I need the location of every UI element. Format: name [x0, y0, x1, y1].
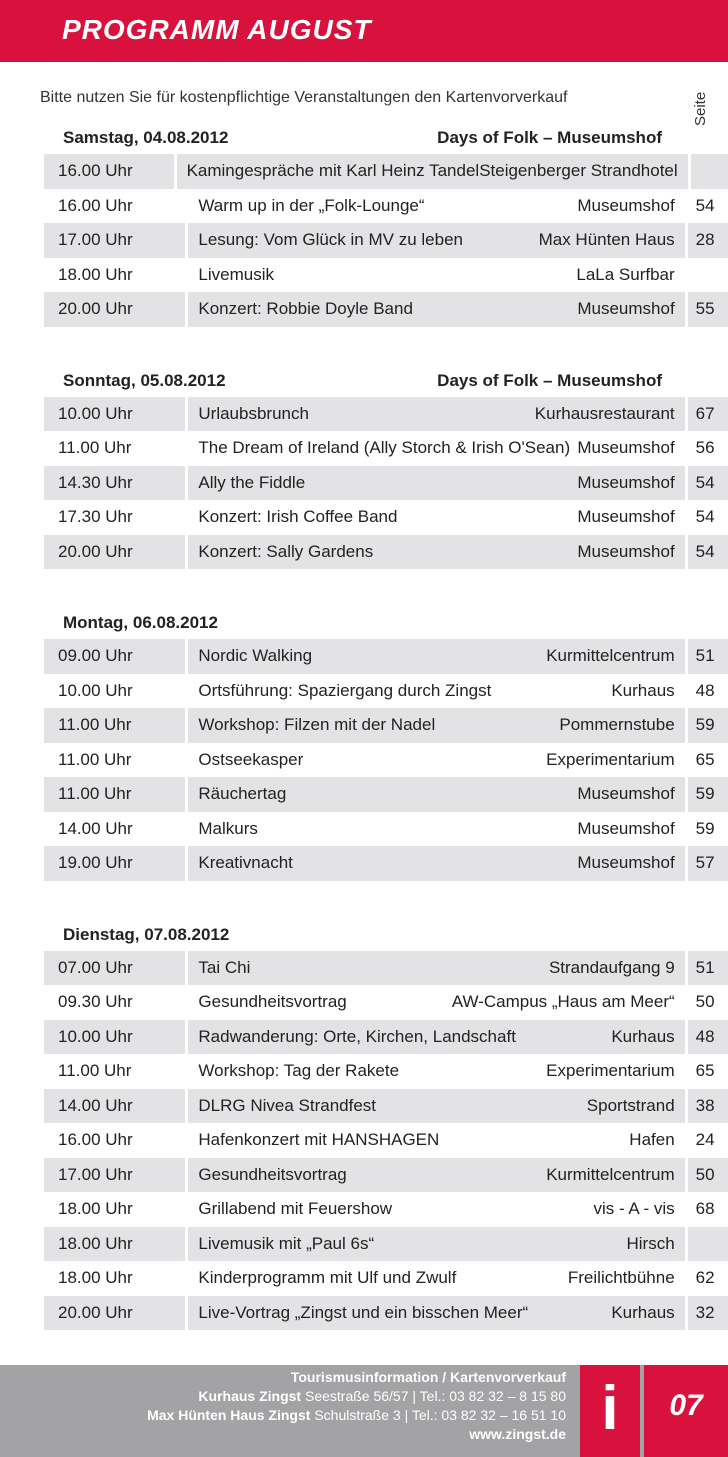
- event-row: [0, 812, 728, 847]
- event-row: [0, 743, 728, 778]
- event-time: 10.00 Uhr: [58, 680, 133, 700]
- event-time: 18.00 Uhr: [58, 264, 133, 284]
- event-info: [188, 1123, 684, 1158]
- day-header: [0, 363, 728, 397]
- event-title: Räuchertag: [198, 784, 287, 803]
- event-info: [188, 708, 684, 743]
- event-location: Museumshof: [577, 195, 675, 215]
- event-row: [0, 154, 728, 189]
- event-info: [188, 189, 684, 224]
- event-page: 56: [695, 438, 715, 457]
- event-info: [177, 154, 688, 189]
- event-location: Experimentarium: [546, 1061, 675, 1080]
- event-location: Hafen: [629, 1130, 675, 1149]
- event-time: 11.00 Uhr: [58, 438, 132, 457]
- event-info: [188, 466, 684, 501]
- event-info: [188, 1227, 684, 1262]
- event-row: [0, 397, 728, 432]
- event-time: 09.00 Uhr: [44, 639, 185, 674]
- event-location: Steigenberger Strandhotel: [479, 161, 678, 180]
- event-title: Gesundheitsvortrag: [198, 1164, 347, 1184]
- event-title: Livemusik mit „Paul 6s“: [198, 1233, 375, 1253]
- page-number-box: [644, 1365, 728, 1457]
- ticket-notice: Bitte nutzen Sie für kostenpflichtige Veranstaltungen den Kartenvorverkauf: [40, 89, 568, 106]
- event-row: [0, 1192, 728, 1227]
- event-info: [188, 431, 684, 466]
- event-page: 54: [688, 535, 728, 570]
- event-page: 55: [688, 292, 728, 327]
- event-title: Workshop: Tag der Rakete: [198, 1061, 400, 1080]
- event-row: [0, 639, 728, 674]
- schedule: [0, 120, 728, 1366]
- event-page: 62: [695, 1268, 715, 1287]
- event-time: 18.00 Uhr: [44, 1227, 185, 1262]
- footer-kurhaus-details: Seestraße 56/57 | Tel.: 03 82 32 – 8 15 80: [304, 1388, 566, 1404]
- event-info: [188, 743, 684, 778]
- event-title: Kinderprogramm mit Ulf und Zwulf: [198, 1268, 457, 1287]
- event-time: 18.00 Uhr: [58, 1268, 133, 1287]
- page-number: 07: [669, 1389, 703, 1422]
- event-page: 38: [688, 1089, 728, 1124]
- event-location: Museumshof: [577, 299, 675, 318]
- day-theme: Days of Folk – Museumshof: [437, 128, 662, 147]
- event-info: [188, 500, 684, 535]
- event-title: Live-Vortrag „Zingst und ein bisschen Meer“: [198, 1302, 529, 1322]
- event-location: Kurhaus: [611, 1302, 675, 1322]
- day-date: Sonntag, 05.08.2012: [63, 370, 226, 390]
- event-location: AW-Campus „Haus am Meer“: [451, 992, 675, 1011]
- day-block: [0, 917, 728, 1331]
- event-title: Ostseekasper: [198, 749, 304, 769]
- event-time: 18.00 Uhr: [58, 1199, 133, 1218]
- event-page: 54: [695, 195, 715, 215]
- event-title: Workshop: Filzen mit der Nadel: [198, 715, 436, 734]
- event-row: [0, 292, 728, 327]
- event-row: [0, 708, 728, 743]
- event-location: Kurhausrestaurant: [534, 403, 675, 423]
- event-time: 10.00 Uhr: [44, 397, 185, 432]
- event-title: Grillabend mit Feuershow: [198, 1199, 393, 1218]
- day-block: [0, 363, 728, 570]
- event-time: 17.00 Uhr: [44, 1158, 185, 1193]
- event-page: 50: [688, 1158, 728, 1193]
- event-location: Museumshof: [577, 818, 675, 838]
- event-title: The Dream of Ireland (Ally Storch & Irish O'Sean): [198, 438, 571, 457]
- event-title: Livemusik: [198, 264, 274, 284]
- event-time: 19.00 Uhr: [44, 846, 185, 881]
- event-title: Malkurs: [198, 818, 258, 838]
- event-time: 14.00 Uhr: [44, 1089, 185, 1124]
- event-page: [688, 258, 728, 293]
- event-location: Museumshof: [577, 853, 675, 872]
- event-info: [188, 639, 684, 674]
- seite-label: Seite: [692, 91, 709, 126]
- footer-kurhaus-name: Kurhaus Zingst: [198, 1388, 302, 1404]
- event-time: 10.00 Uhr: [44, 1020, 185, 1055]
- event-location: Museumshof: [577, 784, 675, 803]
- event-page: [688, 1227, 728, 1262]
- event-title: Kamingespräche mit Karl Heinz Tandel: [186, 161, 480, 180]
- event-time: 11.00 Uhr: [58, 749, 132, 769]
- footer-website[interactable]: www.zingst.de: [469, 1426, 566, 1442]
- event-location: Museumshof: [577, 438, 675, 457]
- footer-contact: [147, 1368, 566, 1444]
- event-page: 48: [695, 680, 715, 700]
- event-title: Gesundheitsvortrag: [198, 992, 347, 1011]
- event-info: [188, 1020, 684, 1055]
- event-title: Radwanderung: Orte, Kirchen, Landschaft: [198, 1026, 516, 1046]
- event-title: Konzert: Sally Gardens: [198, 541, 374, 561]
- event-page: 65: [695, 749, 715, 769]
- event-info: [188, 292, 684, 327]
- event-page: 59: [695, 818, 715, 838]
- event-title: Ortsführung: Spaziergang durch Zingst: [198, 680, 492, 700]
- event-location: Sportstrand: [586, 1095, 675, 1115]
- event-page: 65: [695, 1061, 715, 1080]
- event-page: 57: [688, 846, 728, 881]
- footer-huenten-details: Schulstraße 3 | Tel.: 03 82 32 – 16 51 10: [314, 1407, 566, 1423]
- event-row: [0, 1296, 728, 1331]
- event-info: [188, 985, 684, 1020]
- event-time: 20.00 Uhr: [44, 292, 185, 327]
- event-row: [0, 1261, 728, 1296]
- event-page: 28: [688, 223, 728, 258]
- day-date: Samstag, 04.08.2012: [63, 128, 229, 147]
- event-location: Experimentarium: [546, 749, 675, 769]
- event-row: [0, 431, 728, 466]
- event-title: Ally the Fiddle: [198, 472, 306, 492]
- event-row: [0, 1089, 728, 1124]
- info-icon: i: [601, 1374, 619, 1443]
- event-page: 67: [688, 397, 728, 432]
- event-row: [0, 1020, 728, 1055]
- event-row: [0, 1158, 728, 1193]
- footer-huenten-name: Max Hünten Haus Zingst: [147, 1407, 311, 1423]
- event-row: [0, 674, 728, 709]
- event-info: [188, 777, 684, 812]
- day-header: [0, 120, 728, 154]
- event-time: 20.00 Uhr: [44, 535, 185, 570]
- event-info: [188, 1089, 684, 1124]
- event-info: [188, 258, 684, 293]
- event-title: Lesung: Vom Glück in MV zu leben: [198, 230, 463, 249]
- event-time: 11.00 Uhr: [44, 777, 185, 812]
- day-header: [0, 917, 728, 951]
- event-title: Konzert: Irish Coffee Band: [198, 507, 398, 526]
- event-row: [0, 500, 728, 535]
- event-location: Kurhaus: [611, 1026, 675, 1046]
- event-row: [0, 1123, 728, 1158]
- event-page: 32: [688, 1296, 728, 1331]
- event-title: DLRG Nivea Strandfest: [198, 1095, 377, 1115]
- event-info: [188, 1261, 684, 1296]
- event-info: [188, 812, 684, 847]
- event-title: Nordic Walking: [198, 646, 313, 665]
- event-location: Pommernstube: [559, 715, 675, 734]
- event-title: Konzert: Robbie Doyle Band: [198, 299, 413, 318]
- event-info: [188, 397, 684, 432]
- event-row: [0, 535, 728, 570]
- event-time: 17.00 Uhr: [44, 223, 185, 258]
- event-time: 16.00 Uhr: [58, 195, 133, 215]
- event-title: Hafenkonzert mit HANSHAGEN: [198, 1130, 440, 1149]
- day-date: Dienstag, 07.08.2012: [63, 924, 230, 944]
- event-time: 11.00 Uhr: [58, 1061, 132, 1080]
- day-date: Montag, 06.08.2012: [63, 613, 218, 632]
- event-location: Freilichtbühne: [567, 1268, 675, 1287]
- event-page: 24: [695, 1130, 715, 1149]
- event-info: [188, 1192, 684, 1227]
- day-header: [0, 605, 728, 639]
- event-row: [0, 189, 728, 224]
- event-info: [188, 223, 684, 258]
- event-info: [188, 1054, 684, 1089]
- event-row: [0, 777, 728, 812]
- info-badge: [580, 1365, 640, 1457]
- event-location: vis - A - vis: [593, 1199, 675, 1218]
- page-header: [0, 0, 728, 62]
- event-time: 17.30 Uhr: [58, 507, 133, 526]
- event-time: 16.00 Uhr: [58, 1130, 133, 1149]
- event-location: Museumshof: [577, 541, 675, 561]
- event-location: Museumshof: [577, 507, 675, 526]
- event-location: Museumshof: [577, 472, 675, 492]
- event-page: 50: [695, 992, 715, 1011]
- event-location: Max Hünten Haus: [538, 230, 675, 249]
- event-row: [0, 951, 728, 986]
- event-info: [188, 535, 684, 570]
- event-row: [0, 466, 728, 501]
- day-theme: Days of Folk – Museumshof: [437, 370, 662, 390]
- event-time: 14.30 Uhr: [44, 466, 185, 501]
- event-time: 09.30 Uhr: [58, 992, 133, 1011]
- event-info: [188, 951, 684, 986]
- event-time: 20.00 Uhr: [44, 1296, 185, 1331]
- event-time: 11.00 Uhr: [44, 708, 185, 743]
- event-time: 07.00 Uhr: [44, 951, 185, 986]
- day-block: [0, 605, 728, 881]
- event-page: [691, 154, 728, 189]
- event-row: [0, 1227, 728, 1262]
- event-page: 54: [695, 507, 715, 526]
- event-title: Urlaubsbrunch: [198, 403, 309, 423]
- event-location: Kurmittelcentrum: [546, 1164, 675, 1184]
- event-info: [188, 846, 684, 881]
- event-info: [188, 1296, 684, 1331]
- event-page: 59: [688, 777, 728, 812]
- event-page: 54: [688, 466, 728, 501]
- event-title: Warm up in der „Folk-Lounge“: [198, 195, 425, 215]
- event-page: 51: [688, 639, 728, 674]
- event-time: 16.00 Uhr: [44, 154, 174, 189]
- event-title: Tai Chi: [198, 957, 251, 977]
- event-page: 48: [688, 1020, 728, 1055]
- footer-line1: Tourismusinformation / Kartenvorverkauf: [290, 1369, 566, 1385]
- event-row: [0, 846, 728, 881]
- event-location: Hirsch: [626, 1233, 675, 1253]
- event-title: Kreativnacht: [198, 853, 293, 872]
- event-location: Strandaufgang 9: [548, 957, 675, 977]
- event-row: [0, 223, 728, 258]
- page-title: PROGRAMM AUGUST: [62, 14, 372, 45]
- event-time: 14.00 Uhr: [58, 818, 133, 838]
- event-info: [188, 1158, 684, 1193]
- event-location: LaLa Surfbar: [576, 264, 675, 284]
- event-location: Kurhaus: [611, 680, 675, 700]
- event-row: [0, 258, 728, 293]
- day-block: [0, 120, 728, 327]
- event-page: 59: [688, 708, 728, 743]
- event-row: [0, 1054, 728, 1089]
- event-location: Kurmittelcentrum: [546, 646, 675, 665]
- event-info: [188, 674, 684, 709]
- event-page: 51: [688, 951, 728, 986]
- event-row: [0, 985, 728, 1020]
- event-page: 68: [695, 1199, 715, 1218]
